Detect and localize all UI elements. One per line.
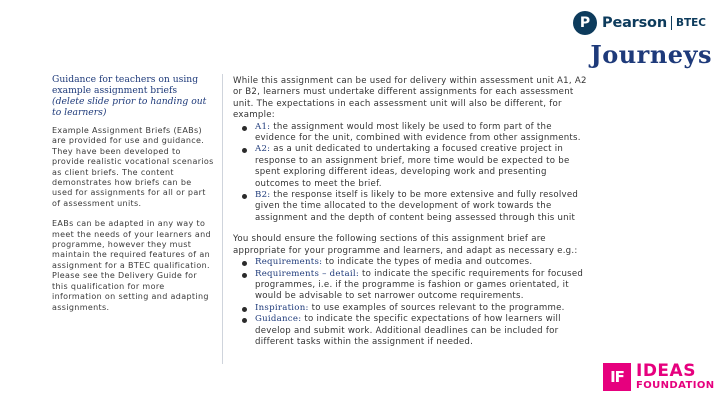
section-description: to use examples of sources relevant to the programme. (308, 302, 565, 313)
list-item-unit-a1 (233, 122, 591, 145)
section-description: to indicate the specific expectations of how learners will develop and submit work. Additional deadlines can be included for different tasks within the assignment if needed. (255, 314, 561, 347)
section-term: Inspiration: (255, 302, 309, 313)
bullet-icon (242, 307, 247, 312)
unit-term: A1: (255, 121, 271, 132)
bullet-icon (242, 194, 247, 199)
column-divider (222, 74, 223, 364)
section-term: Requirements – detail: (255, 268, 359, 279)
bullet-icon (242, 261, 247, 266)
sidebar-paragraph-adapting: EABs can be adapted in any way to meet the needs of your learners and programme, however they must maintain the required features of an assignment for a BTEC qualification. Please see the Delivery Guide for this qualification for more information on setting and adapting assignments. (52, 219, 211, 312)
logo-separator (671, 16, 672, 30)
list-item-requirements-detail (233, 269, 591, 303)
ideas-word: IDEAS (636, 361, 696, 381)
sidebar-paragraph-eabs: Example Assignment Briefs (EABs) are provided for use and guidance. They have been developed to provide realistic vocational scenarios as client briefs. The content demonstrates how briefs can be used for assignments for all or part of assessment units. (52, 126, 214, 208)
section-description: to indicate the specific requirements for focused programmes, i.e. if the programme is fashion or games orientated, it would be advisable to set narrower outcome requirements. (255, 268, 584, 302)
bullet-icon (242, 273, 247, 278)
if-mark-icon: IF (603, 363, 631, 391)
list-item-requirements (233, 257, 591, 268)
sidebar-heading (52, 74, 214, 118)
bullet-icon (242, 126, 247, 131)
unit-description: as a unit dedicated to undertaking a focused creative project in response to an assignment brief, more time would be expected to be spent exploring different ideas, developing work and presenting outcomes to meet the brief. (255, 144, 570, 189)
foundation-word: FOUNDATION (636, 380, 715, 391)
list-item-unit-a2 (233, 144, 591, 190)
pearson-wordmark: Pearson (602, 15, 667, 31)
sidebar-heading-title: Guidance for teachers on using example assignment briefs (52, 74, 199, 96)
list-item-unit-b2 (233, 190, 591, 224)
section-description: to indicate the types of media and outcomes. (322, 257, 533, 268)
unit-description: the assignment would most likely be used to form part of the evidence for the unit, combined with evidence from other assignments. (255, 121, 581, 144)
unit-expectations-list (233, 122, 591, 225)
btec-wordmark: BTEC (675, 17, 706, 29)
section-term: Guidance: (255, 314, 302, 325)
pearson-mark-icon: P (573, 11, 597, 35)
journeys-title: Journeys (590, 40, 712, 69)
ensure-paragraph: You should ensure the following sections of this assignment brief are appropriate for your programme and learners, and adapt as necessary e.g.: (233, 234, 578, 256)
sidebar-heading-note: (delete slide prior to handing out to learners) (52, 96, 207, 118)
unit-term: B2: (255, 190, 271, 201)
pearson-btec-logo (573, 10, 706, 36)
unit-term: A2: (255, 144, 271, 155)
bullet-icon (242, 148, 247, 153)
ideas-foundation-logo (603, 363, 715, 391)
section-term: Requirements: (255, 257, 323, 268)
main-content (233, 76, 591, 348)
list-item-inspiration (233, 303, 591, 314)
ideas-foundation-wordmark (636, 363, 715, 391)
unit-description: the response itself is likely to be more extensive and fully resolved given the time allocated to the development of work towards the assignment and the depth of content being assessed through this unit (255, 190, 579, 223)
bullet-icon (242, 318, 247, 323)
intro-paragraph: While this assignment can be used for delivery within assessment unit A1, A2 or B2, learners must undertake different assignments for each assessment unit. The expectations in each assessment unit will also be different, for example: (233, 76, 587, 121)
list-item-guidance (233, 314, 591, 348)
brief-sections-list (233, 257, 591, 348)
teacher-guidance-sidebar (52, 74, 214, 313)
